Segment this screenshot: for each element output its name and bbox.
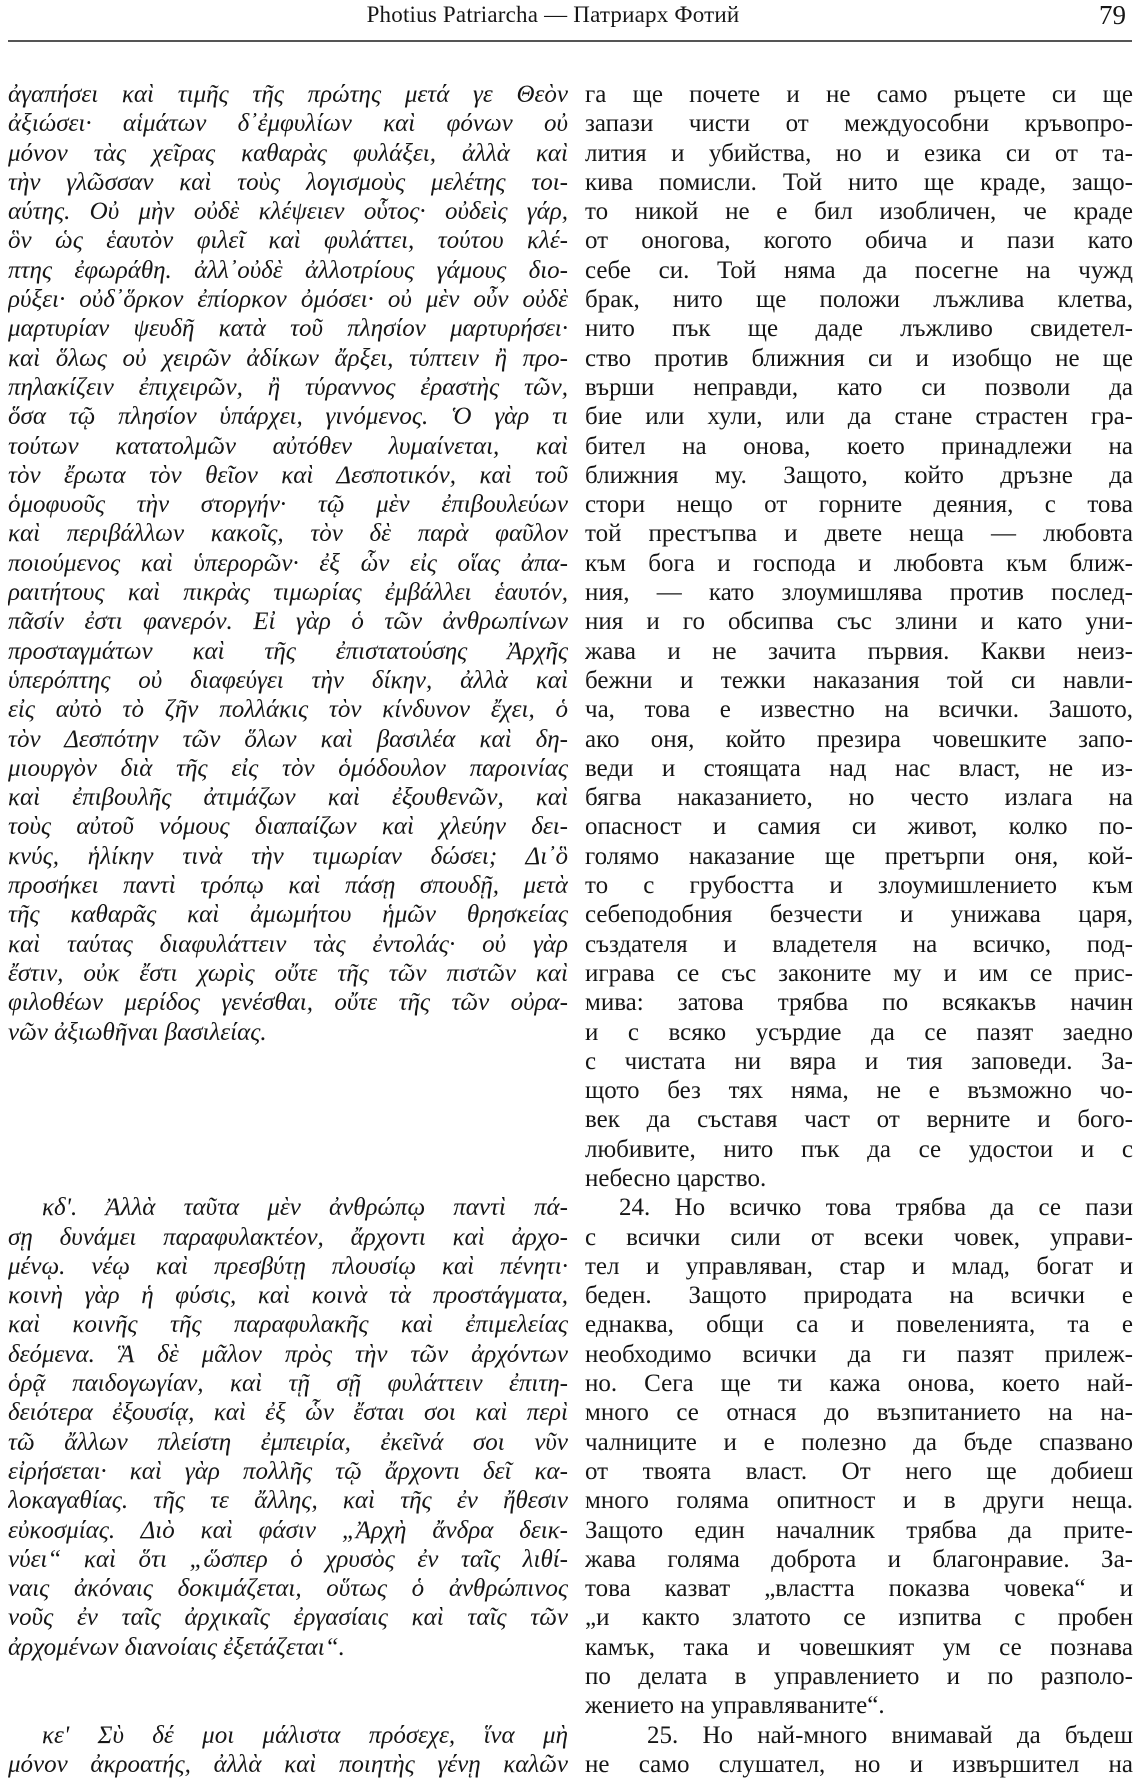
text-line: много се отнася до възпитанието на на-	[585, 1399, 1133, 1427]
text-line: μαρτυρίαν ψευδῆ κατὰ τοῦ πλησίον μαρτυρήσει·	[8, 315, 568, 343]
text-line: Защото един началник трябва да прите-	[585, 1516, 1133, 1544]
text-line: то никой не е бил изобличен, че краде	[585, 198, 1133, 226]
text-line: към бога и господа и любовта към ближ-	[585, 549, 1133, 577]
text-line: жението на управляваните“.	[585, 1692, 885, 1720]
text-line: τὸν ἔρωτα τὸν θεῖον καὶ Δεσποτικόν, καὶ τοῦ	[8, 461, 568, 489]
text-line: τὴν γλῶσσαν καὶ τοὺς λογισμοὺς μελέτης τοι-	[8, 168, 568, 196]
greek-section-25	[8, 1721, 568, 1780]
bulgarian-section-24	[585, 1193, 1133, 1720]
text-line: κε' Σὺ δέ μοι μάλιστα πρόσεχε, ἵνα μὴ	[42, 1721, 568, 1749]
text-line: създателя и владетеля на всичко, под-	[585, 930, 1133, 958]
text-line: εἰρήσεται· καὶ γὰρ πολλῆς τῷ ἄρχοντι δεῖ κα-	[8, 1457, 568, 1485]
text-line: φιλοθέων μερίδος γενέσθαι, οὔτε τῆς τῶν οὐρα-	[8, 989, 568, 1017]
text-line: καὶ ταύτας διαφυλάττειν τὰς ἐντολάς· οὐ γὰρ	[8, 930, 568, 958]
text-line: еднаква, общи са и повеленията, та е	[585, 1311, 1133, 1339]
text-line: и с всяко усърдие да се пазят заедно	[585, 1018, 1133, 1046]
text-line: καὶ ἐπιβουλῆς ἀτιμάζων καὶ ἐξουθενῶν, καὶ	[8, 784, 568, 812]
text-line: кива помисли. Той нито ще краде, защо-	[585, 168, 1133, 196]
text-line: ἔστιν, οὐκ ἔστι χωρὶς οὔτε τῆς τῶν πιστῶν καὶ	[8, 959, 568, 987]
text-line: τῆς καθαρᾶς καὶ ἀμωμήτου ἡμῶν θρησκείας	[8, 901, 568, 929]
text-line: μένῳ. νέῳ καὶ πρεσβύτῃ πλουσίῳ καὶ πένητι·	[8, 1252, 568, 1280]
text-line: νοῦς ἐν ταῖς ἀρχικαῖς ἐργασίαις καὶ ταῖς τῶν	[8, 1604, 568, 1632]
text-line: ὑπερόπτης οὐ διαφεύγει τὴν δίκην, ἀλλὰ καὶ	[8, 666, 568, 694]
text-line: λοκαγαθίας. τῆς τε ἄλλης, καὶ τῆς ἐν ἤθεσιν	[8, 1487, 568, 1515]
text-line: τῶ ἄλλων πλείστη ἐμπειρία, ἐκεῖνά σοι νῦν	[8, 1428, 568, 1456]
text-line: брак, нито ще положи лъжлива клетва,	[585, 286, 1133, 314]
greek-section-23	[8, 80, 568, 1047]
text-line: ἀρχομένων διανοίαις ἐξετάζεται“.	[8, 1633, 345, 1661]
text-line: жава голяма доброта и благонравие. За-	[585, 1545, 1133, 1573]
page-number: 79	[1099, 0, 1126, 30]
text-line: ако оня, който презира човешките запо-	[585, 725, 1133, 753]
text-line: от оногова, когото обича и пази като	[585, 227, 1133, 255]
text-line: запази чисти от междуособни кръвопро-	[585, 110, 1133, 138]
text-line: καὶ περιβάλλων κακοῖς, τὸν δὲ παρὰ φαῦλον	[8, 520, 568, 548]
text-line: любивите, нито пък да се удостои и с	[585, 1135, 1133, 1163]
text-line: πηλακίζειν ἐπιχειρῶν, ἢ τύραννος ἐραστὴς τῶν,	[8, 373, 568, 401]
text-line: ния, — като злоумишлява против послед-	[585, 579, 1133, 607]
text-line: τὸν Δεσπότην τῶν ὅλων καὶ βασιλέα καὶ δη-	[8, 725, 568, 753]
text-line: ὁρᾷ παιδογωγίαν, καὶ τῇ σῇ φυλάττειν ἐπιτη-	[8, 1370, 568, 1398]
text-line: век да съставя част от верните и бого-	[585, 1106, 1133, 1134]
text-line: лития и убийства, но и езика си от та-	[585, 139, 1133, 167]
text-line: опасност и самия си живот, колко по-	[585, 813, 1133, 841]
text-line: небесно царство.	[585, 1164, 767, 1192]
text-line: камък, така и човешкият ум се познава	[585, 1633, 1133, 1661]
text-line: μόνον ἀκροατής, ἀλλὰ καὶ ποιητὴς γένῃ καλῶν	[8, 1750, 568, 1778]
bulgarian-section-25	[585, 1721, 1133, 1780]
text-line: ποιούμενος καὶ ὑπερορῶν· ἐξ ὧν εἰς οἵας ἀπα-	[8, 549, 568, 577]
text-line: ραιτήτους καὶ πικρὰς τιμωρίας ἐμβάλλει ἑαυτόν,	[8, 579, 568, 607]
text-line: κοινὴ γὰρ ἡ φύσις, καὶ κοινὰ τὰ προστάγματα,	[8, 1282, 568, 1310]
text-line: тел и управляван, стар и млад, богат и	[585, 1252, 1133, 1280]
bulgarian-text-column	[585, 80, 1133, 1779]
text-line: по делата в управлението и по разполо-	[585, 1663, 1133, 1691]
text-line: ния и го обсипва със злини и като уни-	[585, 608, 1133, 636]
text-line: εὐκοσμίας. Διὸ καὶ φάσιν „Ἀρχὴ ἄνδρα δεικ-	[8, 1516, 568, 1544]
greek-section-24	[8, 1193, 568, 1662]
text-line: върши неправди, като си позволи да	[585, 373, 1133, 401]
text-line: νύει“ καὶ ὅτι „ὥσπερ ὁ χρυσὸς ἐν ταῖς λιθί-	[8, 1545, 568, 1573]
text-line: веди и стоящата над нас власт, не из-	[585, 754, 1133, 782]
text-line: κνύς, ἡλίκην τινὰ τὴν τιμωρίαν δώσει; Δι᾿ὃ	[8, 842, 568, 870]
text-line: то с грубостта и злоумишлението към	[585, 872, 1133, 900]
text-line: μόνον τὰς χεῖρας καθαρὰς φυλάξει, ἀλλὰ καὶ	[8, 139, 568, 167]
text-line: πτης ἐφωράθη. ἀλλ᾿οὐδὲ ἀλλοτρίους γάμους διο-	[8, 256, 568, 284]
text-line: беден. Защото природата на всички е	[585, 1282, 1133, 1310]
text-line: προσταγμάτων καὶ τῆς ἐπιστατούσης Ἀρχῆς	[8, 637, 568, 665]
text-line: ὃν ὡς ἑαυτὸν φιλεῖ καὶ φυλάττει, τούτου κλέ-	[8, 227, 568, 255]
text-line: га ще почете и не само ръцете си ще	[585, 81, 1133, 108]
text-line: 25. Но най-много внимавай да бъдеш	[647, 1721, 1133, 1749]
text-line: „и както златото се изпитва с пробен	[585, 1604, 1133, 1632]
text-line: εἰς αὐτὸ τὸ ζῆν πολλάκις τὸν κίνδυνον ἔχει, ὁ	[8, 696, 568, 724]
text-line: σῃ δυνάμει παραφυλακτέον, ἄρχοντι καὶ ἀρχο-	[8, 1223, 568, 1251]
text-line: ἀγαπήσει καὶ τιμῆς τῆς πρώτης μετά γε Θεὸν	[8, 81, 568, 108]
greek-text-column	[8, 80, 568, 1779]
running-header-title: Photius Patriarcha — Патриарх Фотий	[366, 2, 740, 27]
text-line: καὶ κοινῆς τῆς παραφυλακῆς καὶ ἐπιμελείας	[8, 1311, 568, 1339]
text-line: но. Сега ще ти кажа онова, което най-	[585, 1370, 1133, 1398]
text-line: τούτων κατατολμῶν αὐτόθεν λυμαίνεται, καὶ	[8, 432, 568, 460]
text-line: бежни и тежки наказания той си навли-	[585, 666, 1133, 694]
text-line: себе си. Той няма да посегне на чужд	[585, 256, 1133, 284]
bulgarian-section-23	[585, 80, 1133, 1193]
text-line: ναις ἀκόναις δοκιμάζεται, οὕτως ὁ ἀνθρώπινος	[8, 1575, 568, 1603]
text-line: това казват „властта показва човека“ и	[585, 1575, 1133, 1603]
text-line: жава и не зачита първия. Какви неиз-	[585, 637, 1133, 665]
text-line: τοὺς αὐτοῦ νόμους διαπαίζων καὶ χλεύην δει-	[8, 813, 568, 841]
text-line: от твоята власт. От него ще добиеш	[585, 1457, 1133, 1485]
text-line: νῶν ἀξιωθῆναι βασιλείας.	[8, 1018, 267, 1046]
text-line: с всички сили от всеки човек, управи-	[585, 1223, 1133, 1251]
text-line: προσήκει παντὶ τρόπῳ καὶ πάσῃ σπουδῇ, μετὰ	[8, 872, 568, 900]
text-line: πᾶσίν ἐστι φανερόν. Εἰ γὰρ ὁ τῶν ἀνθρωπίνων	[8, 608, 568, 636]
text-line: δειότερα ἐξουσίᾳ, καὶ ἐξ ὧν ἔσται σοι καὶ περὶ	[8, 1399, 568, 1427]
header-rule	[8, 40, 1132, 42]
text-line: ство против ближния си и изобщо не ще	[585, 344, 1133, 372]
text-line: μιουργὸν διὰ τῆς εἰς τὸν ὁμόδουλον παροινίας	[8, 754, 568, 782]
text-line: ὅσα τῷ πλησίον ὑπάρχει, γινόμενος. Ὁ γὰρ τι	[8, 403, 568, 431]
text-line: не само слушател, но и извършител на	[585, 1750, 1133, 1778]
text-line: необходимо всички да ги пазят прилеж-	[585, 1340, 1133, 1368]
text-line: бител на онова, което принадлежи на	[585, 432, 1133, 460]
text-line: κδ'. Ἀλλὰ ταῦτα μὲν ἀνθρώπῳ παντὶ πά-	[42, 1194, 568, 1222]
text-line: бягва наказанието, но често излага на	[585, 784, 1133, 812]
text-line: καὶ ὅλως οὐ χειρῶν ἀδίκων ἄρξει, τύπτειν ἢ προ-	[8, 344, 568, 372]
text-line: себеподобния безчести и унижава царя,	[585, 901, 1133, 929]
text-line: 24. Но всичко това трябва да се пази	[619, 1194, 1133, 1222]
text-line: щото без тях няма, не е възможно чо-	[585, 1077, 1133, 1105]
text-line: ἀξιώσει· αἱμάτων δ᾿ἐμφυλίων καὶ φόνων οὐ	[8, 110, 568, 138]
text-line: αύτης. Οὐ μὴν οὐδὲ κλέψειεν οὗτος· οὐδεὶς γάρ,	[8, 198, 568, 226]
text-line: ρύξει· οὐδ᾿ὅρκον ἐπίορκον ὀμόσει· οὐ μὲν οὖν οὐδὲ	[8, 286, 568, 314]
text-line: с чистата ни вяра и тия заповеди. За-	[585, 1047, 1133, 1075]
text-line: ближния му. Защото, който дръзне да	[585, 461, 1133, 489]
text-line: чалниците и е полезно да бъде спазвано	[585, 1428, 1133, 1456]
text-line: δεόμενα. Ἃ δὲ μᾶλον πρὸς τὴν τῶν ἀρχόντων	[8, 1340, 568, 1368]
text-line: стори нещо от горните деяния, с това	[585, 491, 1133, 519]
text-line: ча, това е известно на всички. Зашото,	[585, 696, 1133, 724]
text-line: много голяма опитност и в други неща.	[585, 1487, 1133, 1515]
text-line: голямо наказание ще претърпи оня, кой-	[585, 842, 1133, 870]
text-line: нито пък ще даде лъжливо свидетел-	[585, 315, 1133, 343]
text-line: той престъпва и двете неща — любовта	[585, 520, 1133, 548]
text-line: мива: затова трябва по всякакъв начин	[585, 989, 1133, 1017]
text-line: бие или хули, или да стане страстен гра-	[585, 403, 1133, 431]
text-line: играва се със законите му и им се прис-	[585, 959, 1133, 987]
text-line: ὁμοφυοῦς τὴν στοργήν· τῷ μὲν ἐπιβουλεύων	[8, 491, 568, 519]
